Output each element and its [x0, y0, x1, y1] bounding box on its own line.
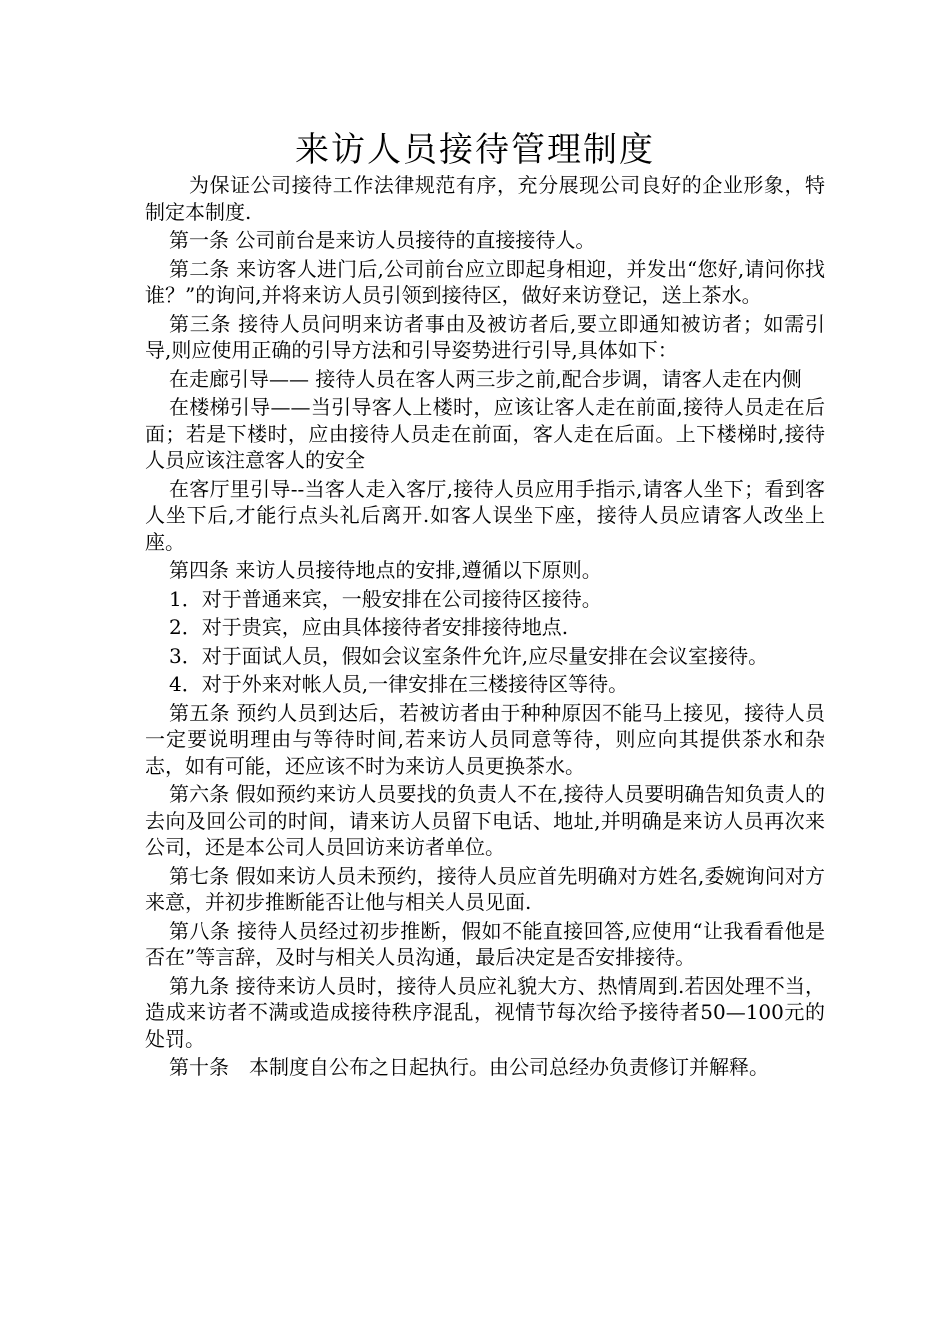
article-10: 第十条 本制度自公布之日起执行。由公司总经办负责修订并解释。 [169, 1055, 769, 1079]
corridor-guide: 在走廊引导—— 接待人员在客人两三步之前,配合步调，请客人走在内侧 [169, 366, 802, 391]
article-2: 第二条 来访客人进门后,公司前台应立即起身相迎，并发出“您好,请问你找谁？”的询问,并将来访人员引领到接待区，做好来访登记，送上茶水。 [145, 256, 825, 307]
stairs-guide: 在楼梯引导——当引导客人上楼时，应该让客人走在前面,接待人员走在后面；若是下楼时，应由接待人员走在前面，客人走在后面。上下楼梯时,接待人员应该注意客人的安全 [145, 395, 825, 472]
article-3: 第三条 接待人员问明来访者事由及被访者后,要立即通知被访者；如需引导,则应使用正确的引导方法和引导姿势进行引导,具体如下： [145, 311, 825, 362]
page-title: 来访人员接待管理制度 [295, 130, 655, 170]
article-6: 第六条 假如预约来访人员要找的负责人不在,接待人员要明确告知负责人的去向及回公司的时间，请来访人员留下电话、地址,并明确是来访人员再次来公司，还是本公司人员回访来访者单位。 [145, 782, 825, 859]
article-5: 第五条 预约人员到达后，若被访者由于种种原因不能马上接见，接待人员一定要说明理由与等待时间,若来访人员同意等待，则应向其提供茶水和杂志，如有可能，还应该不时为来访人员更换茶水。 [145, 700, 825, 778]
document-body [145, 172, 825, 1083]
rule-item-3: 3．对于面试人员，假如会议室条件允许,应尽量安排在会议室接待。 [169, 643, 769, 668]
lounge-guide: 在客厅里引导--当客人走入客厅,接待人员应用手指示,请客人坐下；看到客人坐下后,才能行点头礼后离开.如客人误坐下座，接待人员应请客人改坐上座。 [145, 476, 825, 554]
rule-item-4: 4．对于外来对帐人员,一律安排在三楼接待区等待。 [169, 672, 629, 696]
article-1: 第一条 公司前台是来访人员接待的直接接待人。 [169, 228, 596, 252]
article-4: 第四条 来访人员接待地点的安排,遵循以下原则。 [169, 558, 602, 582]
intro-paragraph: 为保证公司接待工作法律规范有序，充分展现公司良好的企业形象，特制定本制度. [145, 173, 825, 224]
article-8: 第八条 接待人员经过初步推断，假如不能直接回答,应使用“让我看看他是否在”等言辞，及时与相关人员沟通，最后决定是否安排接待。 [145, 918, 825, 969]
article-7: 第七条 假如来访人员未预约，接待人员应首先明确对方姓名,委婉询问对方来意，并初步推断能否让他与相关人员见面. [145, 863, 825, 914]
article-9: 第九条 接待来访人员时，接待人员应礼貌大方、热情周到.若因处理不当，造成来访者不满或造成接待秩序混乱，视情节每次给予接待者50—100元的处罚。 [145, 973, 825, 1051]
rule-item-2: 2．对于贵宾，应由具体接待者安排接待地点. [169, 615, 569, 639]
rule-item-1: 1．对于普通来宾，一般安排在公司接待区接待。 [169, 586, 602, 611]
